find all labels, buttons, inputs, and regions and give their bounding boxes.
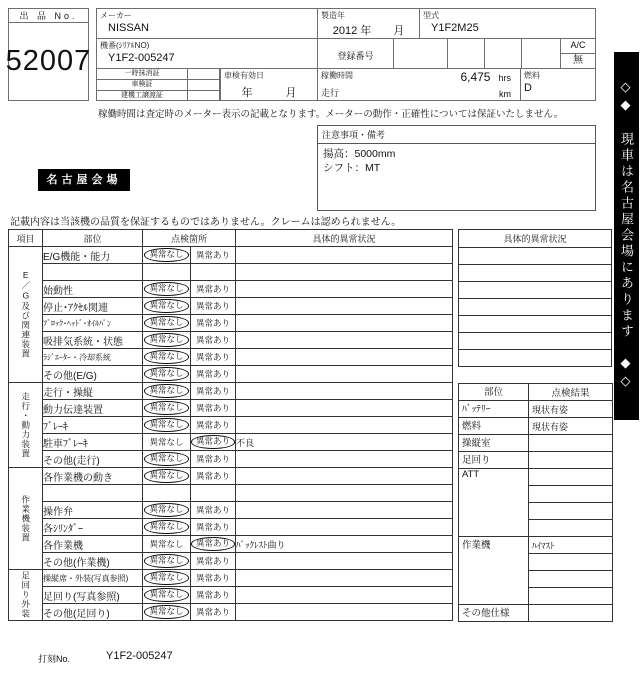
result-value	[529, 554, 613, 571]
result-row	[459, 435, 613, 452]
disclaimer: 記載内容は当該機の品質を保証するものではありません。クレームは認められません。	[10, 217, 402, 228]
result-part: その他仕様	[459, 605, 529, 622]
ng-label: 異常あり	[196, 318, 231, 328]
inspection-row	[9, 417, 453, 434]
part-cell: その他(E/G)	[43, 366, 143, 383]
remarks-line-2: シフト：MT	[323, 162, 381, 175]
section-label-3: 足回り外装	[9, 570, 43, 621]
ng-label: 異常あり	[191, 537, 235, 551]
abnormal-row	[459, 248, 612, 265]
result-part: 足回り	[459, 452, 529, 469]
part-cell: 走行・操縦	[43, 383, 143, 400]
ng-label: 異常あり	[196, 590, 231, 600]
ok-label: 異常なし	[144, 520, 188, 534]
result-row	[459, 401, 613, 418]
ng-cell	[191, 468, 236, 485]
ac-label: A/C	[570, 40, 586, 50]
doc-label-2: 車検証	[96, 79, 188, 90]
ng-label: 異常あり	[196, 386, 231, 396]
fuel-cell	[520, 68, 596, 101]
part-cell: 動力伝達装置	[43, 400, 143, 417]
ng-cell	[191, 451, 236, 468]
ng-cell	[191, 349, 236, 366]
ok-label: 異常なし	[144, 571, 188, 585]
ok-cell	[143, 519, 191, 536]
doc-check-1	[188, 68, 220, 79]
ok-cell	[143, 587, 191, 604]
header-detail: 具体的異常状況	[236, 230, 453, 247]
ok-label: 異常なし	[144, 554, 188, 568]
ok-label: 異常なし	[144, 418, 188, 432]
ng-cell	[191, 298, 236, 315]
maker-label: メーカー	[100, 11, 132, 20]
result-header-result: 点検結果	[529, 384, 613, 401]
result-row	[459, 537, 613, 554]
model-label: 型式	[423, 11, 439, 20]
doc-row-1	[96, 68, 220, 79]
ok-label: 異常なし	[144, 282, 188, 296]
ng-cell	[191, 434, 236, 451]
result-part: 燃料	[459, 418, 529, 435]
ng-label: 異常あり	[196, 607, 231, 617]
remark-cell	[236, 553, 453, 570]
doc-label-1: 一時抹消証	[96, 68, 188, 79]
ok-label: 異常なし	[149, 539, 184, 549]
ng-cell	[191, 281, 236, 298]
ok-label: 異常なし	[144, 299, 188, 313]
remark-cell: 不良	[236, 434, 453, 451]
ng-cell	[191, 536, 236, 553]
inspection-row	[9, 315, 453, 332]
inspection-table-body	[9, 247, 453, 621]
ok-label: 異常なし	[144, 588, 188, 602]
result-row	[459, 605, 613, 622]
result-value: 現状有姿	[529, 401, 613, 418]
ng-cell	[191, 519, 236, 536]
ok-label: 異常なし	[144, 367, 188, 381]
ok-cell	[143, 315, 191, 332]
ok-label: 異常なし	[149, 437, 184, 447]
ng-label: 異常あり	[196, 301, 231, 311]
result-value	[529, 469, 613, 486]
abnormal-row	[459, 299, 612, 316]
ok-cell	[143, 332, 191, 349]
reg-blank-1	[393, 38, 448, 69]
inspection-row	[9, 332, 453, 349]
ok-cell	[143, 247, 191, 264]
part-cell: その他(足回り)	[43, 604, 143, 621]
model-value: Y1F2M25	[431, 22, 479, 34]
exhibit-no-box	[5, 8, 92, 101]
ok-label: 異常なし	[144, 452, 188, 466]
inspection-row	[9, 366, 453, 383]
remark-cell	[236, 502, 453, 519]
result-value	[529, 435, 613, 452]
ok-cell	[143, 468, 191, 485]
ng-cell	[191, 247, 236, 264]
inspection-row	[9, 400, 453, 417]
remark-cell	[236, 298, 453, 315]
ok-label: 異常なし	[144, 350, 188, 364]
maker-value: NISSAN	[108, 22, 149, 34]
documents-box	[96, 68, 220, 101]
inspection-row	[9, 281, 453, 298]
reg-no-label: 登録番号	[337, 51, 374, 61]
remark-cell	[236, 468, 453, 485]
result-row	[459, 452, 613, 469]
ng-cell	[191, 264, 236, 281]
part-cell	[43, 264, 143, 281]
ok-cell	[143, 553, 191, 570]
ok-label: 異常なし	[144, 316, 188, 330]
result-value	[529, 452, 613, 469]
abnormal-box-body	[459, 248, 612, 367]
venue-banner-text: ◇◆ 現車は名古屋会場にあります ◆◇	[619, 80, 634, 392]
model-cell	[419, 8, 596, 39]
ng-cell	[191, 485, 236, 502]
inspection-row	[9, 536, 453, 553]
hours-unit: hrs	[498, 73, 511, 83]
abnormal-row	[459, 350, 612, 367]
ok-cell	[143, 417, 191, 434]
ok-cell	[143, 298, 191, 315]
doc-check-3	[188, 90, 220, 101]
ok-cell	[143, 281, 191, 298]
ng-cell	[191, 502, 236, 519]
remark-cell	[236, 332, 453, 349]
abnormal-box-title: 具体的異常状況	[459, 230, 612, 248]
ok-label: 異常なし	[144, 401, 188, 415]
inspection-row	[9, 519, 453, 536]
result-value: ﾊｲﾏｽﾄ	[529, 537, 613, 554]
ng-label: 異常あり	[196, 369, 231, 379]
remark-cell: ﾊﾞｯｸﾚｽﾄ曲り	[236, 536, 453, 553]
section-label-0: E／G及び関連装置	[9, 247, 43, 383]
stamp-no-value: Y1F2-005247	[106, 650, 173, 662]
result-value: 現状有姿	[529, 418, 613, 435]
reg-blank-4	[521, 38, 561, 69]
ng-cell	[191, 604, 236, 621]
ng-label: 異常あり	[196, 284, 231, 294]
inspection-row	[9, 247, 453, 264]
part-cell: 足回り(写真参照)	[43, 587, 143, 604]
ok-label: 異常なし	[144, 503, 188, 517]
ng-cell	[191, 553, 236, 570]
abnormal-row	[459, 333, 612, 350]
inspection-row	[9, 349, 453, 366]
ng-label: 異常あり	[196, 335, 231, 345]
ng-label: 異常あり	[196, 573, 231, 583]
doc-row-2	[96, 79, 220, 90]
section-label-2: 作業機装置	[9, 468, 43, 570]
part-cell: 停止･ｱｸｾﾙ関連	[43, 298, 143, 315]
ng-cell	[191, 400, 236, 417]
ok-cell	[143, 349, 191, 366]
ng-cell	[191, 315, 236, 332]
meter-note: 稼働時間は査定時のメーター表示の記載となります。メーターの動作・正確性については保証いたしません。	[98, 109, 564, 120]
reg-blank-3	[484, 38, 522, 69]
ok-cell	[143, 400, 191, 417]
result-value	[529, 503, 613, 520]
serial-value: Y1F2-005247	[108, 52, 175, 64]
abnormal-box	[458, 229, 612, 367]
remark-cell	[236, 570, 453, 587]
part-cell: ﾌﾞﾚｰｷ	[43, 417, 143, 434]
remark-cell	[236, 366, 453, 383]
part-cell: 操縦席・外装(写真参照)	[43, 570, 143, 587]
venue-badge: 名古屋会場	[38, 169, 130, 191]
inspection-row	[9, 570, 453, 587]
result-table-header	[459, 384, 613, 401]
result-part: ATT	[459, 469, 529, 537]
inspection-row	[9, 298, 453, 315]
ok-cell	[143, 451, 191, 468]
ok-cell	[143, 366, 191, 383]
result-table	[458, 383, 613, 622]
ok-cell	[143, 264, 191, 281]
ok-label: 異常なし	[144, 248, 188, 262]
venue-banner	[614, 52, 639, 420]
part-cell: その他(走行)	[43, 451, 143, 468]
fuel-value: D	[524, 82, 532, 94]
ng-label: 異常あり	[196, 522, 231, 532]
remark-cell	[236, 604, 453, 621]
remark-cell	[236, 417, 453, 434]
result-value	[529, 520, 613, 537]
ac-value-cell	[560, 53, 596, 69]
part-cell: その他(作業機)	[43, 553, 143, 570]
remark-cell	[236, 451, 453, 468]
hours-cell	[317, 68, 521, 101]
mileage-unit: km	[499, 89, 511, 99]
remarks-box	[317, 125, 596, 211]
maker-cell	[96, 8, 318, 39]
inspection-row	[9, 604, 453, 621]
header-point: 点検箇所	[143, 230, 236, 247]
abnormal-row	[459, 265, 612, 282]
result-part: 操縦室	[459, 435, 529, 452]
shaken-value: 年 月	[241, 87, 297, 99]
mfg-year-label: 製造年	[321, 11, 345, 20]
result-table-body	[459, 401, 613, 622]
ok-cell	[143, 434, 191, 451]
part-cell: E/G機能・能力	[43, 247, 143, 264]
ng-label: 異常あり	[196, 505, 231, 515]
ok-cell	[143, 383, 191, 400]
ok-cell	[143, 502, 191, 519]
ac-label-cell	[560, 38, 596, 54]
reg-blank-2	[447, 38, 485, 69]
ng-cell	[191, 570, 236, 587]
ng-label: 異常あり	[196, 250, 231, 260]
remark-cell	[236, 349, 453, 366]
abnormal-row	[459, 316, 612, 333]
part-cell: 各作業機の動き	[43, 468, 143, 485]
ok-cell	[143, 604, 191, 621]
ok-label: 異常なし	[144, 469, 188, 483]
section-label-1: 走行・動力装置	[9, 383, 43, 468]
result-value	[529, 588, 613, 605]
part-cell: 始動性	[43, 281, 143, 298]
result-value	[529, 486, 613, 503]
doc-row-3	[96, 90, 220, 101]
ok-cell	[143, 570, 191, 587]
shaken-cell	[220, 68, 318, 101]
inspection-row	[9, 485, 453, 502]
ng-cell	[191, 366, 236, 383]
ng-label: 異常あり	[196, 352, 231, 362]
ng-label: 異常あり	[196, 403, 231, 413]
abnormal-row	[459, 282, 612, 299]
serial-cell	[96, 38, 318, 69]
ng-cell	[191, 417, 236, 434]
ok-cell	[143, 485, 191, 502]
stamp-no-label: 打刻No.	[38, 654, 71, 664]
header-item: 項目	[9, 230, 43, 247]
remark-cell	[236, 281, 453, 298]
shaken-label: 車検有効日	[224, 71, 264, 80]
result-value	[529, 605, 613, 622]
remark-cell	[236, 400, 453, 417]
remarks-line-1: 揚高：5000mm	[323, 148, 396, 160]
inspection-row	[9, 468, 453, 485]
part-cell: 吸排気系統・状態	[43, 332, 143, 349]
remark-cell	[236, 587, 453, 604]
ac-value: 無	[573, 55, 583, 66]
ok-label: 異常なし	[144, 333, 188, 347]
part-cell	[43, 485, 143, 502]
ng-label: 異常あり	[191, 435, 235, 449]
ng-cell	[191, 587, 236, 604]
inspection-row	[9, 553, 453, 570]
remark-cell	[236, 519, 453, 536]
inspection-table	[8, 229, 453, 621]
hours-label: 稼働時間	[321, 71, 353, 80]
part-cell: 各ｼﾘﾝﾀﾞｰ	[43, 519, 143, 536]
ng-label: 異常あり	[196, 471, 231, 481]
remark-cell	[236, 383, 453, 400]
doc-label-3: 建機工譲渡証	[96, 90, 188, 101]
hours-value: 6,475	[460, 70, 491, 84]
exhibit-no-value: 52007	[5, 45, 92, 77]
remark-cell	[236, 485, 453, 502]
remarks-title: 注意事項・備考	[318, 126, 595, 144]
mfg-year-cell	[317, 8, 420, 39]
part-cell: ﾌﾞﾛｯｸ･ﾍｯﾄﾞ･ｵｲﾙﾊﾟﾝ	[43, 315, 143, 332]
remark-cell	[236, 247, 453, 264]
inspection-row	[9, 434, 453, 451]
inspection-row	[9, 383, 453, 400]
inspection-row	[9, 502, 453, 519]
doc-check-2	[188, 79, 220, 90]
inspection-row	[9, 587, 453, 604]
reg-no-cell	[317, 38, 394, 69]
remark-cell	[236, 315, 453, 332]
ng-label: 異常あり	[196, 556, 231, 566]
fuel-label: 燃料	[524, 71, 540, 80]
serial-label: 機番(ｼﾘｱﾙNO)	[100, 41, 150, 50]
inspection-row	[9, 264, 453, 281]
ng-label: 異常あり	[196, 420, 231, 430]
exhibit-no-label: 出 品 No.	[8, 8, 89, 23]
mileage-label: 走行	[321, 88, 340, 98]
ok-label: 異常なし	[144, 384, 188, 398]
ok-cell	[143, 536, 191, 553]
inspection-table-header	[9, 230, 453, 247]
result-part: 作業機	[459, 537, 529, 605]
ok-label: 異常なし	[144, 605, 188, 619]
result-row	[459, 418, 613, 435]
header-part: 部位	[43, 230, 143, 247]
result-row	[459, 469, 613, 486]
result-header-part: 部位	[459, 384, 529, 401]
part-cell: 操作弁	[43, 502, 143, 519]
part-cell: 各作業機	[43, 536, 143, 553]
part-cell: 駐車ﾌﾞﾚｰｷ	[43, 434, 143, 451]
mfg-year-value: 2012 年 月	[332, 25, 405, 37]
inspection-row	[9, 451, 453, 468]
result-part: ﾊﾞｯﾃﾘｰ	[459, 401, 529, 418]
ng-label: 異常あり	[196, 454, 231, 464]
remark-cell	[236, 264, 453, 281]
result-value	[529, 571, 613, 588]
part-cell: ﾗｼﾞｴｰﾀｰ・冷却系統	[43, 349, 143, 366]
ng-cell	[191, 332, 236, 349]
ng-cell	[191, 383, 236, 400]
